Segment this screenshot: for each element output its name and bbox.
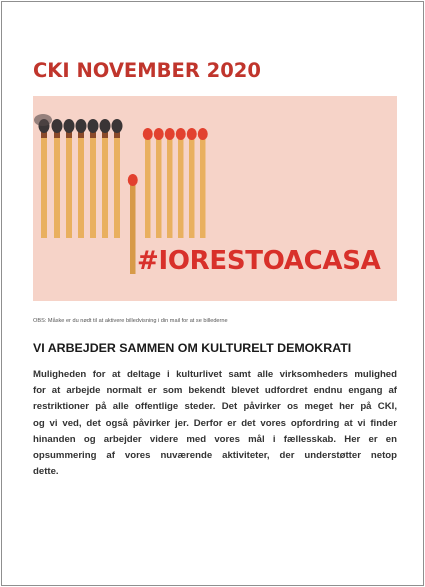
body-line: dette.: [33, 466, 59, 478]
burnt-match-head: [76, 119, 87, 133]
burnt-match-head: [52, 119, 63, 133]
match-stick: [66, 128, 72, 238]
body-line: hinanden og arbejder videre med vores mål i fællesskab. Her er en: [33, 433, 397, 445]
body-line: opsummering af vores nuværende aktiviteter, der understøtter netop: [33, 450, 397, 462]
burnt-match-head: [88, 119, 99, 133]
newsletter-title: CKI NOVEMBER 2020: [33, 59, 261, 82]
body-line: og vi ved, det også påvirker jer. Derfor er det vores opfordring at vi finder: [33, 417, 397, 429]
burnt-match-head: [64, 119, 75, 133]
match-head: [187, 128, 197, 140]
match-stick: [178, 136, 184, 238]
match-stick: [189, 136, 195, 238]
body-line: for at arbejde normalt er som bekendt blevet udfordret endnu engang af: [33, 385, 397, 397]
match-stick: [145, 136, 151, 238]
newsletter-page: [1, 1, 424, 586]
body-line: Muligheden for at deltage i kulturlivet samt alle virksomheders mulighed: [33, 369, 397, 380]
hero-image: [33, 96, 397, 301]
match-stick: [200, 136, 206, 238]
match-stick: [102, 128, 108, 238]
match-head: [154, 128, 164, 140]
body-paragraph: [33, 367, 397, 480]
match-stick: [54, 128, 60, 238]
smoke: [34, 114, 52, 126]
section-heading: VI ARBEJDER SAMMEN OM KULTURELT DEMOKRATI: [33, 341, 352, 355]
burnt-match-head: [112, 119, 123, 133]
match-head: [143, 128, 153, 140]
match-stick: [78, 128, 84, 238]
match-stick: [90, 128, 96, 238]
match-stick: [114, 128, 120, 238]
separated-match-stick: [130, 182, 136, 274]
match-stick: [156, 136, 162, 238]
match-stick: [41, 128, 47, 238]
body-line: restriktioner på alle offentlige steder. Det påvirker os meget her på CKI,: [33, 401, 397, 413]
separated-match-head: [128, 174, 138, 186]
burnt-match-head: [100, 119, 111, 133]
match-head: [165, 128, 175, 140]
hero-hashtag: #IORESTOACASA: [137, 246, 381, 276]
match-head: [176, 128, 186, 140]
image-notice: OBS: Måske er du nødt til at aktivere billedvisning i din mail for at se billederne: [33, 318, 228, 324]
match-stick: [167, 136, 173, 238]
match-head: [198, 128, 208, 140]
